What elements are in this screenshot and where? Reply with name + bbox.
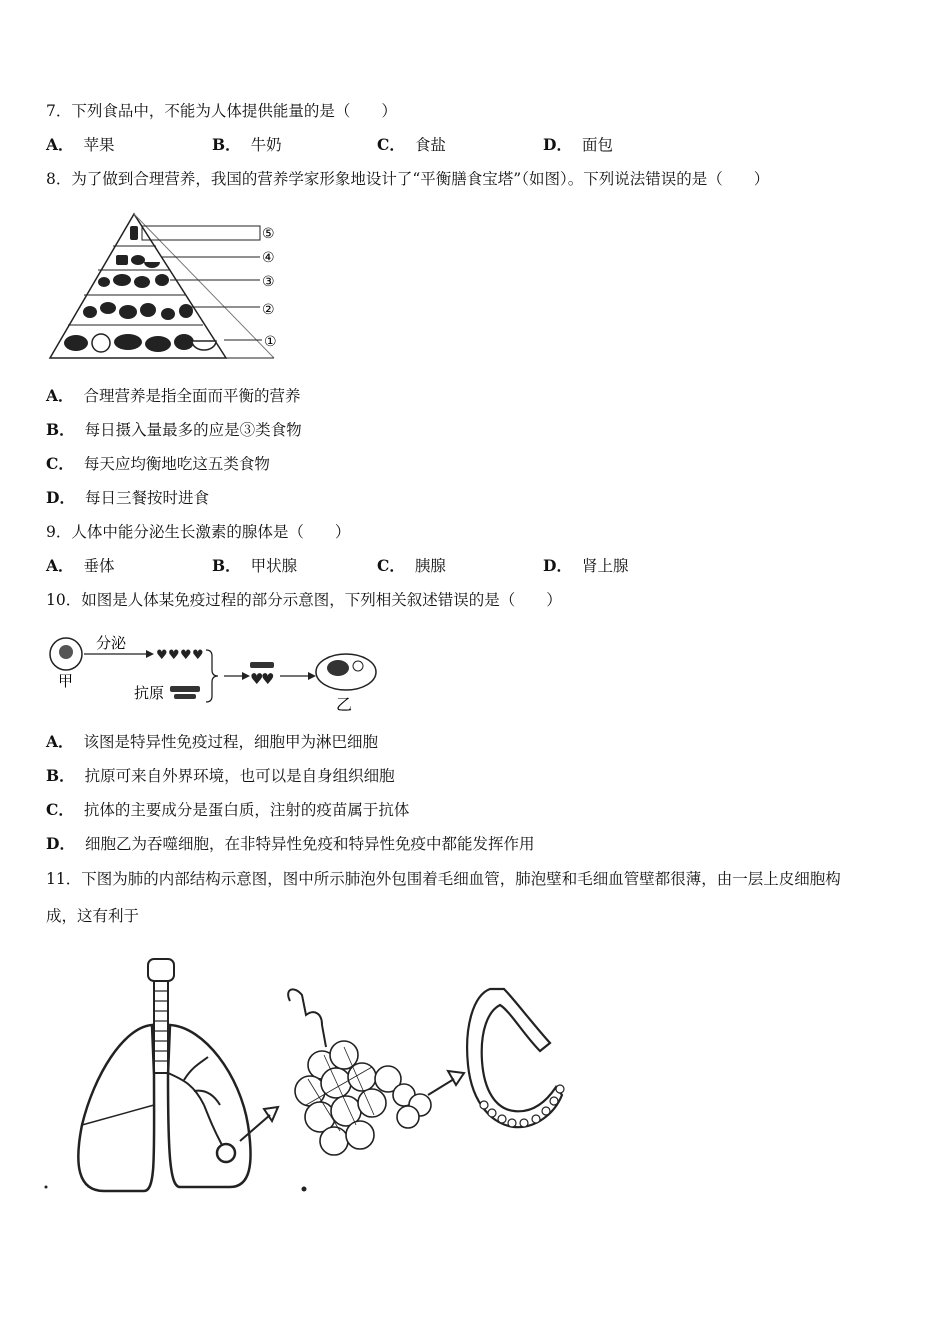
- q8-option-d: D． 每日三餐按时进食: [46, 488, 209, 507]
- svg-text:♥: ♥: [192, 648, 204, 663]
- q7-options: [46, 134, 906, 156]
- q9-option-d: D． 肾上腺: [543, 556, 629, 575]
- q9-option-c: C． 胰腺: [377, 556, 446, 575]
- q10-option-b: B． 抗原可来自外界环境，也可以是自身组织细胞: [46, 766, 395, 785]
- q7-option-c: C． 食盐: [377, 135, 446, 154]
- q8-option-c: C． 每天应均衡地吃这五类食物: [46, 454, 270, 473]
- pyramid-label-1: ①: [264, 334, 277, 350]
- svg-text:♥: ♥: [156, 648, 168, 663]
- q9-option-b: B． 甲状腺: [212, 556, 298, 575]
- q10-option-c: C． 抗体的主要成分是蛋白质，注射的疫苗属于抗体: [46, 800, 410, 819]
- svg-text:♥: ♥: [261, 670, 275, 688]
- q9-options: [46, 555, 906, 577]
- q11-stem-line1: 11．下图为肺的内部结构示意图，图中所示肺泡外包围着毛细血管，肺泡壁和毛细血管壁都很薄，由一层上皮细胞构: [46, 870, 841, 888]
- q10-option-d: D． 细胞乙为吞噬细胞，在非特异性免疫和特异性免疫中都能发挥作用: [46, 834, 535, 853]
- immune-process-figure: [46, 626, 382, 718]
- q7-option-b: B． 牛奶: [212, 135, 282, 154]
- q8-option-a: A． 合理营养是指全面而平衡的营养: [46, 386, 301, 405]
- pyramid-label-3: ③: [262, 274, 275, 290]
- q9-stem: 9．人体中能分泌生长激素的腺体是（ ）: [46, 523, 351, 541]
- cell-b-label: 乙: [336, 695, 353, 714]
- svg-text:♥: ♥: [168, 648, 180, 663]
- q10-stem: 10．如图是人体某免疫过程的部分示意图，下列相关叙述错误的是（ ）: [46, 591, 562, 609]
- svg-text:♥: ♥: [180, 648, 192, 663]
- q7-stem: 7．下列食品中，不能为人体提供能量的是（ ）: [46, 102, 397, 120]
- q11-stem-line2: 成，这有利于: [46, 907, 140, 925]
- antigen-label: 抗原: [134, 684, 165, 702]
- cell-a-label: 甲: [58, 672, 74, 690]
- svg-text:♥: ♥: [250, 670, 264, 688]
- q10-option-a: A． 该图是特异性免疫过程，细胞甲为淋巴细胞: [46, 732, 379, 751]
- pyramid-label-2: ②: [262, 302, 275, 318]
- food-pyramid-figure: [46, 210, 286, 362]
- secrete-label: 分泌: [96, 634, 127, 652]
- lung-structure-figure: [44, 955, 584, 1200]
- q7-option-d: D． 面包: [543, 135, 613, 154]
- q7-option-a: A． 苹果: [46, 135, 115, 154]
- q9-option-a: A． 垂体: [46, 556, 115, 575]
- q8-option-b: B． 每日摄入量最多的应是③类食物: [46, 420, 302, 439]
- pyramid-label-4: ④: [262, 250, 275, 266]
- q8-stem: 8．为了做到合理营养，我国的营养学家形象地设计了“平衡膳食宝塔”（如图）。下列说法错误的是（ ）: [46, 170, 770, 188]
- pyramid-label-5: ⑤: [262, 226, 275, 242]
